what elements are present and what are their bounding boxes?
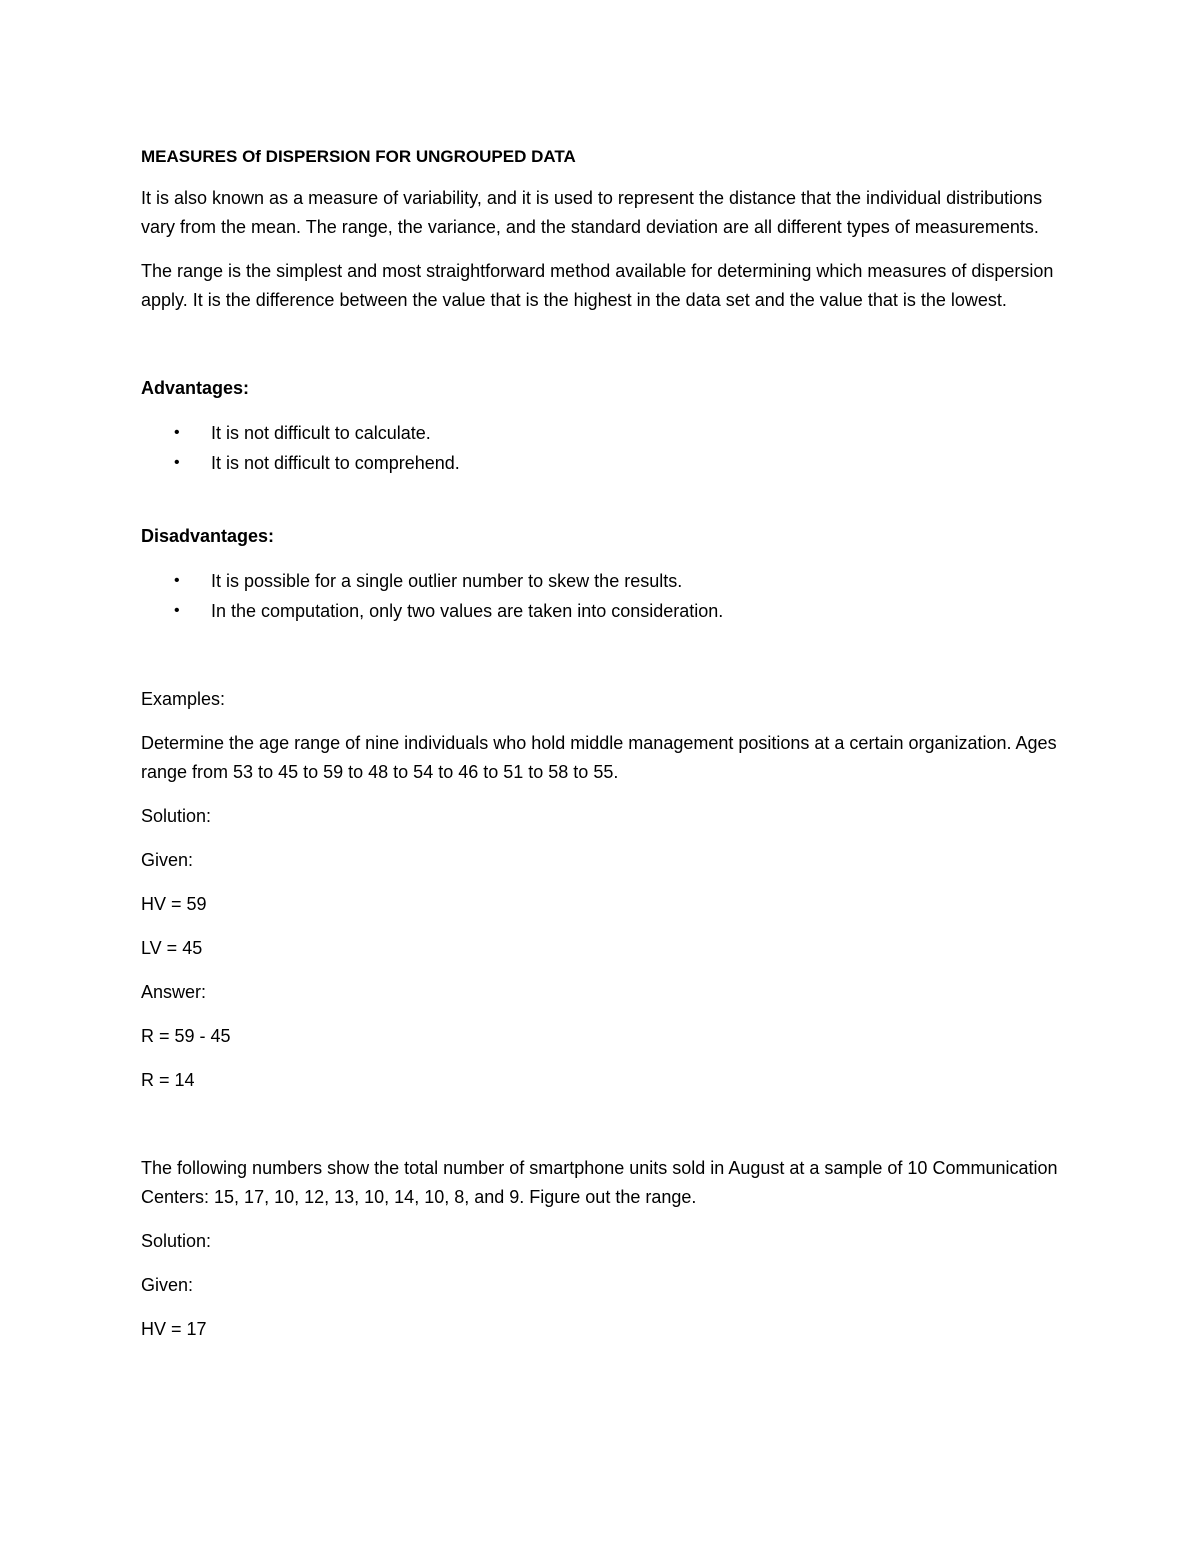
intro-paragraph: The range is the simplest and most straightforward method available for determining which measures of dispersion apply. It is the difference between the value that is the highest in the data set and the value that is the lowest. (141, 261, 1054, 310)
list-item-text: It is not difficult to comprehend. (211, 453, 460, 473)
advantages-list (141, 418, 1071, 478)
list-item (141, 448, 1071, 478)
advantages-heading: Advantages: (141, 378, 250, 398)
disadvantages-list (141, 566, 1071, 626)
list-item (141, 566, 1071, 596)
list-item-text: It is not difficult to calculate. (211, 423, 431, 443)
example1-solution-label: Solution: (141, 806, 212, 826)
example1-lv: LV = 45 (141, 938, 203, 958)
list-item-text: It is possible for a single outlier number to skew the results. (211, 571, 683, 591)
list-item (141, 596, 1071, 626)
bullet-icon: • (174, 454, 180, 471)
document-body (141, 144, 1071, 1359)
example2-given-label: Given: (141, 1275, 194, 1295)
example2-hv: HV = 17 (141, 1319, 207, 1339)
example1-step2: R = 14 (141, 1070, 195, 1090)
disadvantages-heading: Disadvantages: (141, 526, 275, 546)
example1-given-label: Given: (141, 850, 194, 870)
spacer (141, 330, 1071, 374)
spacer (141, 1110, 1071, 1154)
spacer (141, 493, 1071, 522)
intro-paragraph: It is also known as a measure of variability, and it is used to represent the distance that the individual distributions vary from the mean. The range, the variance, and the standard deviation are all different types of measurements. (141, 188, 1043, 237)
bullet-icon: • (174, 572, 180, 589)
bullet-icon: • (174, 424, 180, 441)
list-item (141, 418, 1071, 448)
list-item-text: In the computation, only two values are taken into consideration. (211, 601, 724, 621)
document-title: MEASURES Of DISPERSION FOR UNGROUPED DATA (141, 147, 576, 166)
example1-step1: R = 59 - 45 (141, 1026, 231, 1046)
example1-answer-label: Answer: (141, 982, 207, 1002)
example2-solution-label: Solution: (141, 1231, 212, 1251)
example1-hv: HV = 59 (141, 894, 207, 914)
examples-heading: Examples: (141, 689, 226, 709)
example1-problem: Determine the age range of nine individuals who hold middle management positions at a certain organization. Ages range from 53 to 45 to 59 to 48 to 54 to 46 to 51 to 58 to 55. (141, 733, 1057, 782)
bullet-icon: • (174, 602, 180, 619)
example2-problem: The following numbers show the total number of smartphone units sold in August at a sample of 10 Communication Centers: 15, 17, 10, 12, 13, 10, 14, 10, 8, and 9. Figure out the range. (141, 1158, 1058, 1207)
spacer (141, 641, 1071, 685)
